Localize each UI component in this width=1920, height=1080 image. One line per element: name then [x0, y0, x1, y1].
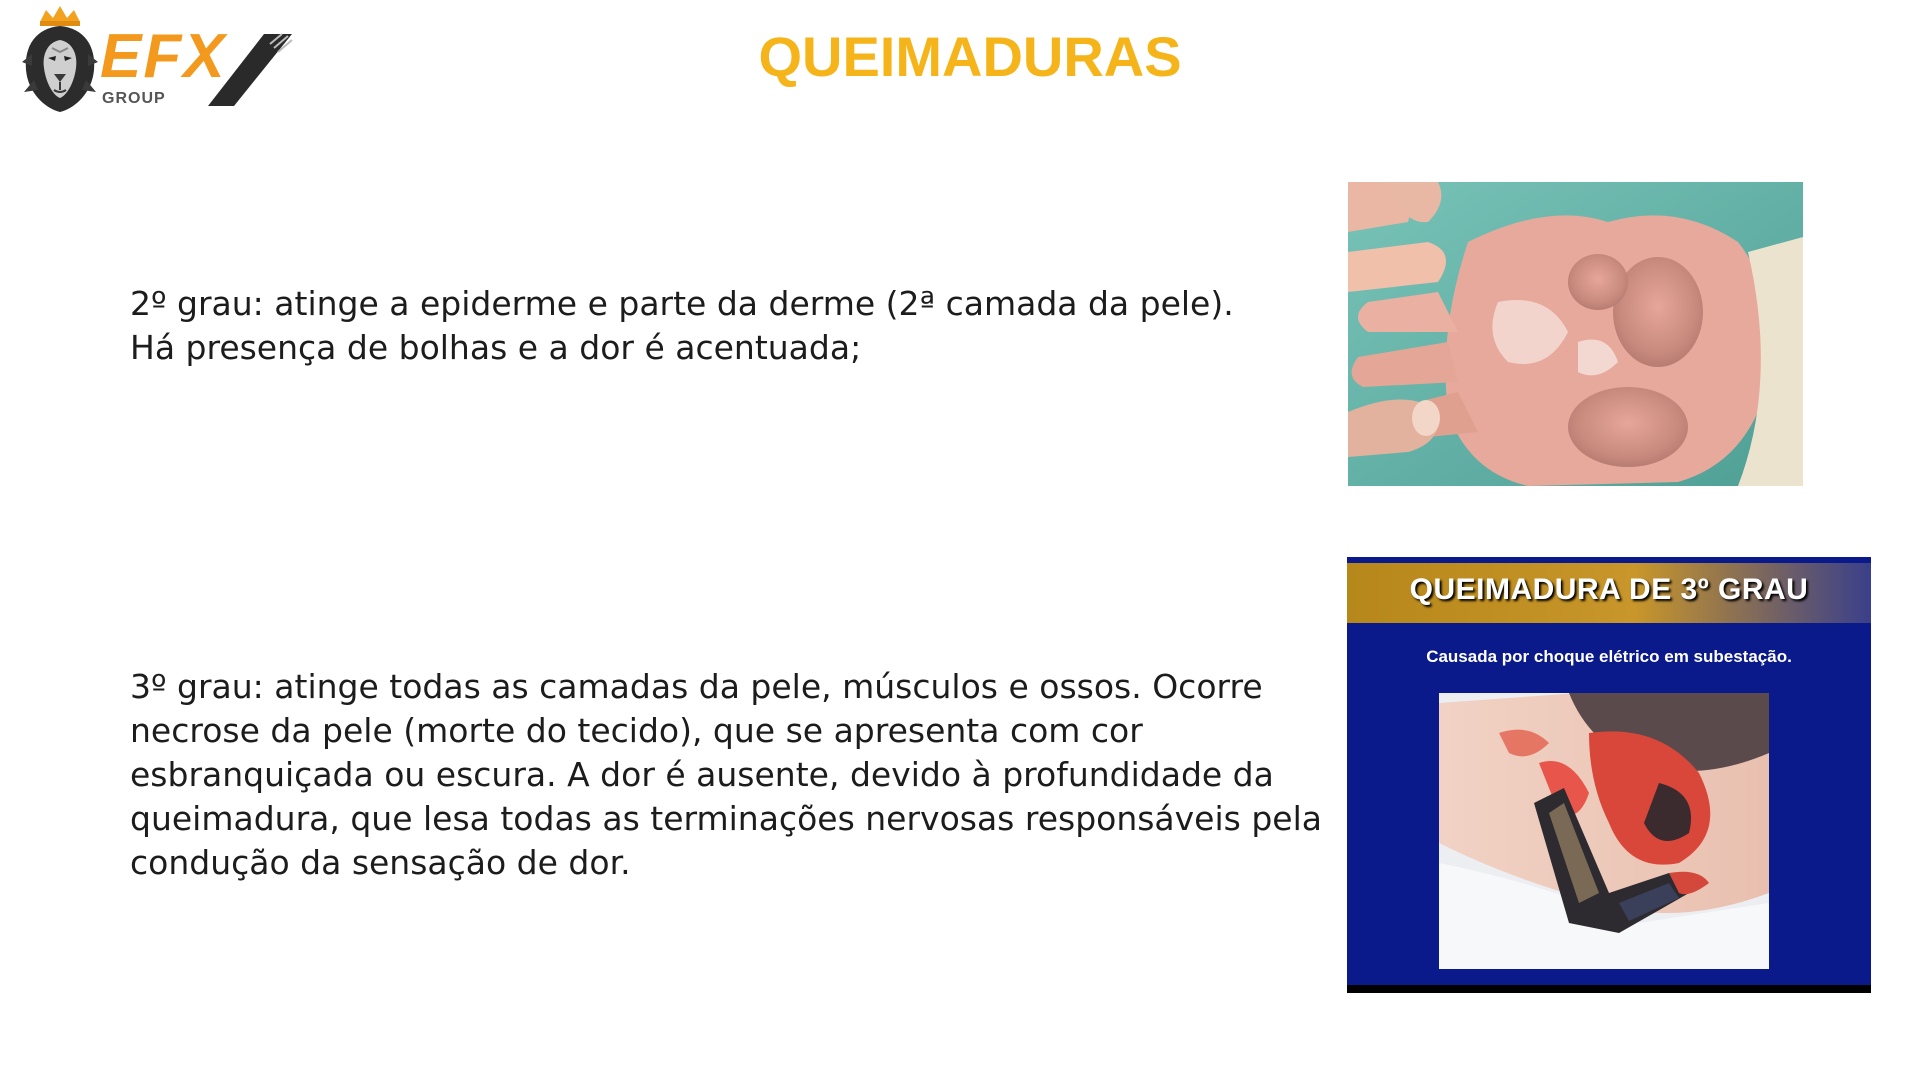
electric-burn-photo [1439, 693, 1769, 969]
slide-title: QUEIMADURAS [758, 25, 1182, 88]
third-degree-slide-subtitle: Causada por choque elétrico em subestação. [1426, 647, 1792, 666]
lion-crown-icon [18, 4, 102, 114]
hand-burn-illustration [1348, 182, 1803, 486]
electric-burn-illustration [1439, 693, 1769, 969]
third-degree-description: 3º grau: atinge todas as camadas da pele, músculos e ossos. Ocorre necrose da pele (morte do tecido), que se apresenta com cor esbranquiçada ou escura. A dor é ausente, devido à profundidade da queimadura, que lesa todas as terminações nervosas responsáveis pela condução da sensação de dor. [130, 667, 1322, 882]
third-degree-slide-bottom-bar [1347, 985, 1871, 993]
logo-brand-text: EFX [100, 22, 227, 91]
efx-group-logo [18, 4, 288, 114]
logo-slash-mark [204, 30, 296, 108]
second-degree-description: 2º grau: atinge a epiderme e parte da derme (2ª camada da pele). Há presença de bolhas e a dor é acentuada; [130, 284, 1234, 367]
second-degree-burn-photo [1348, 182, 1803, 486]
third-degree-slide-title: QUEIMADURA DE 3º GRAU [1409, 573, 1809, 606]
logo-subtitle: GROUP [102, 90, 166, 107]
third-degree-burn-slide [1347, 557, 1871, 993]
